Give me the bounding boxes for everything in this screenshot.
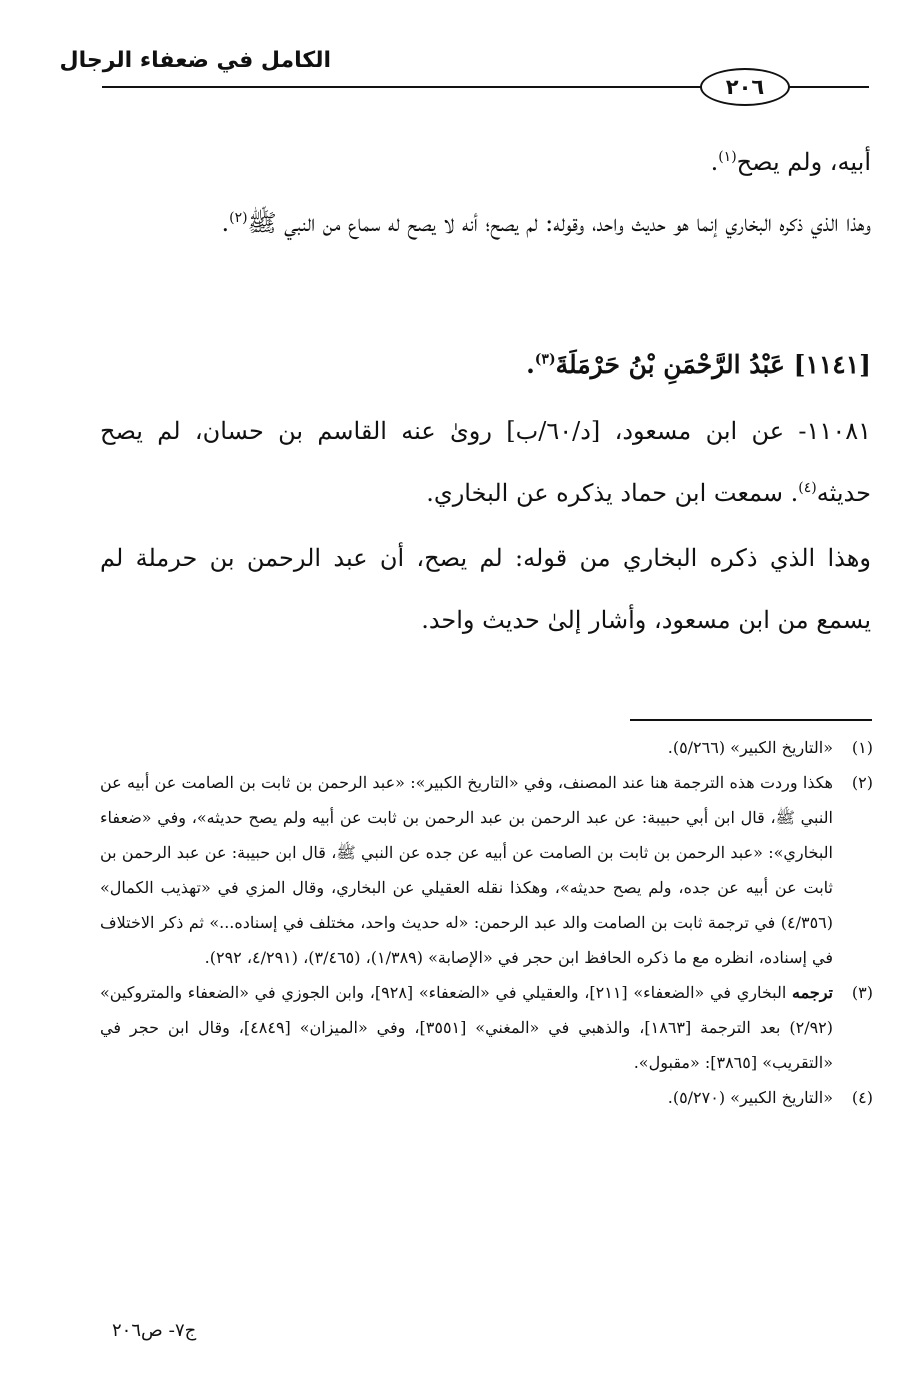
- paragraph-text-end: . سمعت ابن حماد يذكره عن البخاري.: [426, 479, 799, 507]
- footnote-text: «التاريخ الكبير» (٥/٢٧٠).: [667, 1088, 833, 1107]
- running-header-title: الكامل في ضعفاء الرجال: [59, 48, 331, 73]
- paragraph-text: وهذا الذي ذكره البخاري إنما هو حديث واحد، وقوله: لم يصح؛ أنه لا يصح له سماع من النبي ﷺ: [247, 209, 871, 237]
- page-number-badge: [700, 68, 790, 106]
- footnote-ref: (٣): [534, 351, 556, 368]
- footnote-2: [100, 765, 873, 975]
- footnote-number: (١): [851, 738, 873, 757]
- paragraph-1: [100, 131, 871, 193]
- paragraph-text: ١١٠٨١- عن ابن مسعود، [د/٦٠/ب] روىٰ عنه القاسم بن حسان، لم يصح حديثه: [100, 417, 871, 507]
- paragraph-text-end: .: [710, 148, 719, 176]
- entry-number: [١١٤١]: [793, 350, 871, 379]
- paragraph-text: وهذا الذي ذكره البخاري من قوله: لم يصح، أن عبد الرحمن بن حرملة لم يسمع من ابن مسعود، وأشار إلىٰ حديث واحد.: [100, 544, 871, 634]
- footnotes: [100, 730, 873, 1115]
- entry-heading-end: .: [526, 350, 535, 379]
- paragraph-4: [100, 527, 871, 651]
- footnote-text: هكذا وردت هذه الترجمة هنا عند المصنف، وفي «التاريخ الكبير»: «عبد الرحمن بن ثابت بن الصامت عن أبيه عن النبي ﷺ، قال ابن أبي حبيبة: عن عبد الرحمن بن عبد الرحمن بن ثابت عن أبيه ولم يصح حديثه»، وفي «ضعفاء البخاري»: «عبد الرحمن بن ثابت بن الصامت عن أبيه عن جده عن النبي ﷺ، قال ابن حبيبة: عن عبد الرحمن بن ثابت عن أبيه عن جده، ولم يصح حديثه»، وهكذا نقله العقيلي عن البخاري، وقال المزي في «تهذيب الكمال» (٤/٣٥٦) في ترجمة ثابت بن الصامت والد عبد الرحمن: «له حديث واحد، مختلف في إسناده...» ثم ذكر الاختلاف في إسناده، انظره مع ما ذكره الحافظ ابن حجر في «الإصابة» (١/٣٨٩)، (٣/٤٦٥)، (٤/٢٩١، ٢٩٢).: [100, 773, 833, 967]
- page-number: ٢٠٦: [725, 75, 765, 99]
- footnote-ref: (١): [718, 149, 737, 165]
- footnote-ref: (٤): [798, 480, 817, 496]
- paragraph-2: [100, 192, 871, 254]
- footnote-4: [100, 1080, 873, 1115]
- footnote-ref: (٢): [229, 210, 248, 226]
- footnote-rule: [630, 719, 872, 721]
- paragraph-3: [100, 400, 871, 524]
- footnote-bold-word: ترجمه: [792, 983, 833, 1002]
- footnote-text-rest: البخاري في «الضعفاء» [٢١١]، والعقيلي في «الضعفاء» [٩٢٨]، وابن الجوزي في «الضعفاء والمتروكين» (٢/٩٢) بعد الترجمة [١٨٦٣]، والذهبي في «المغني» [٣٥٥١]، وفي «الميزان» [٤٨٤٩]، وقال ابن حجر في «التقريب» [٣٨٦٥]: «مقبول».: [100, 983, 834, 1072]
- footnote-number: (٢): [851, 773, 873, 792]
- footnote-3: [100, 975, 873, 1080]
- entry-name: عَبْدُ الرَّحْمَنِ بْنُ حَرْمَلَةَ: [555, 350, 785, 379]
- footnote-text: «التاريخ الكبير» (٥/٢٦٦).: [667, 738, 833, 757]
- footnote-text: [100, 975, 833, 1080]
- paragraph-text-end: .: [221, 209, 230, 237]
- footnote-1: [100, 730, 873, 765]
- footnote-number: (٣): [851, 983, 873, 1002]
- page-reference: ج٧- ص٢٠٦: [112, 1320, 197, 1341]
- footnote-number: (٤): [851, 1088, 873, 1107]
- entry-heading: [100, 345, 871, 385]
- paragraph-text: أبيه، ولم يصح: [736, 148, 871, 176]
